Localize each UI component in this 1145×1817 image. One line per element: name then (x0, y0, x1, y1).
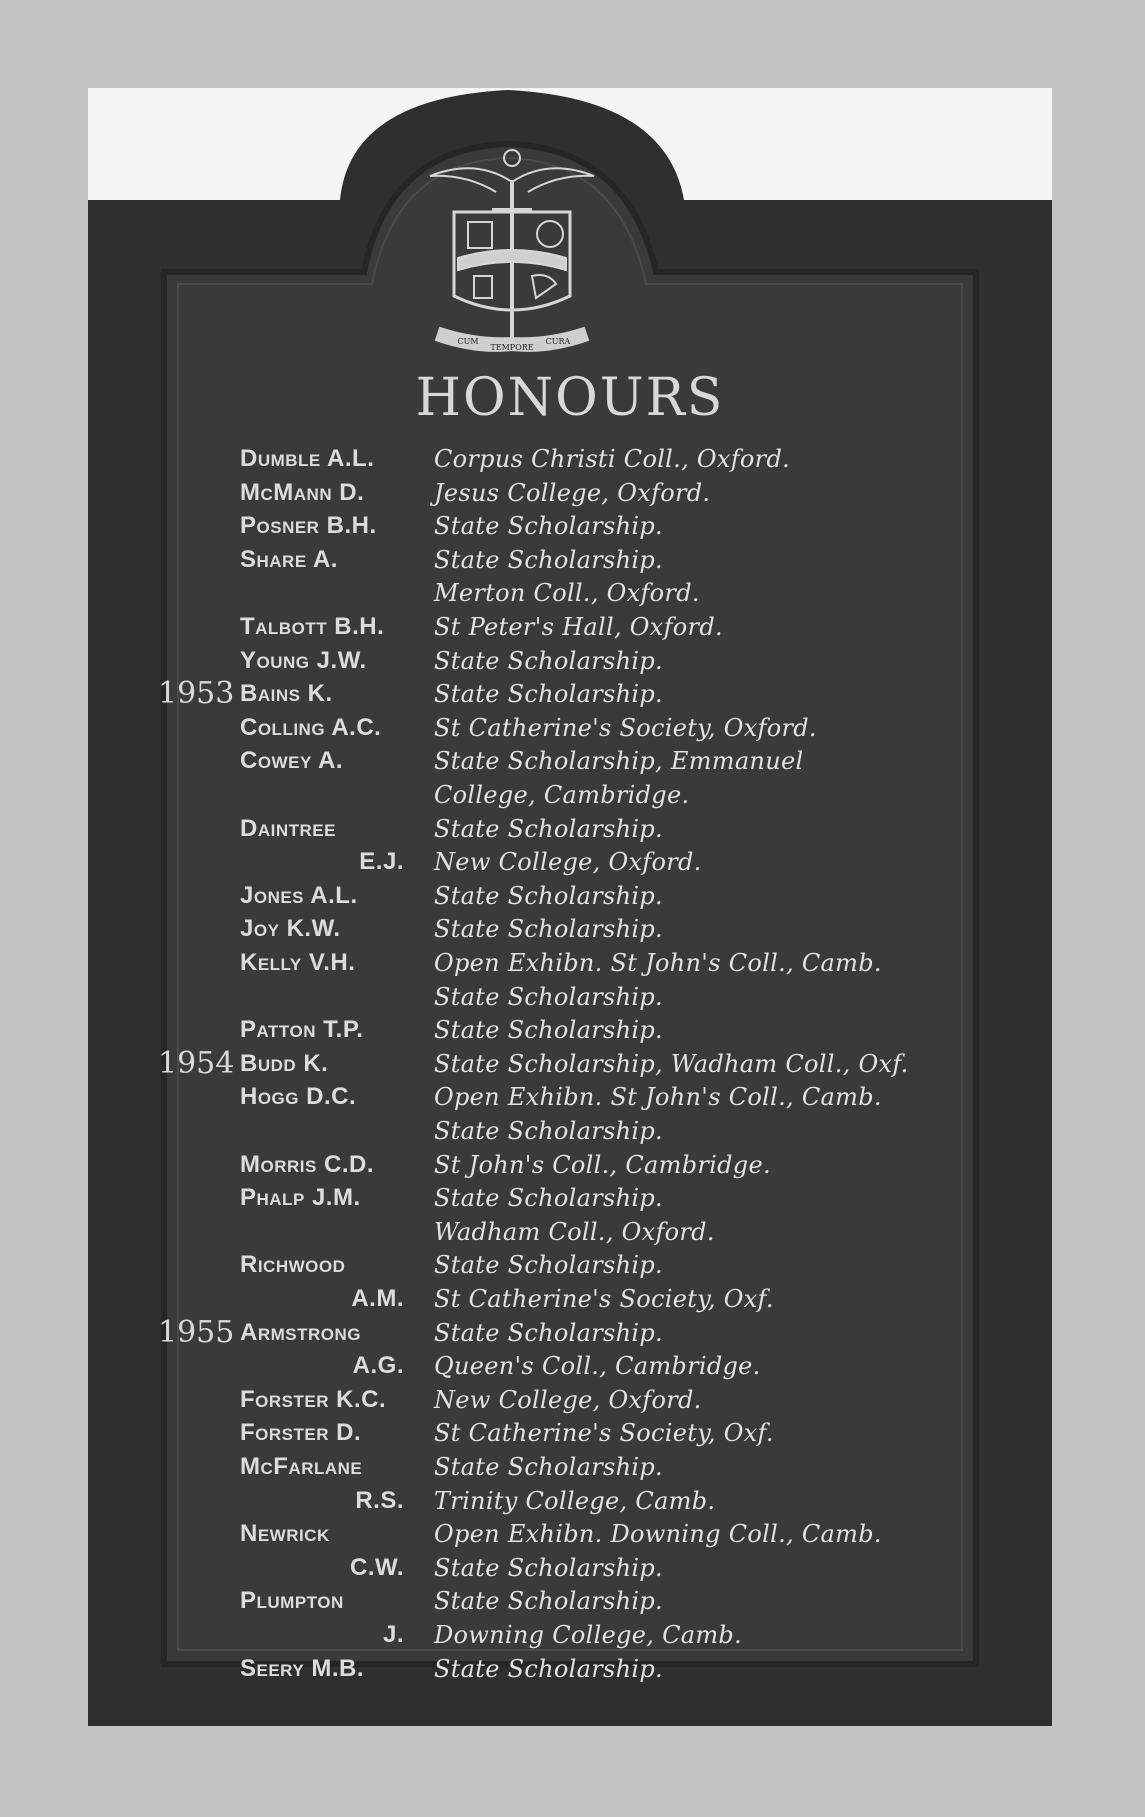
honour-name: Posner B.H. (240, 512, 377, 539)
honour-award: State Scholarship. (434, 1655, 663, 1683)
crest-motto-centre: TEMPORE (490, 343, 534, 352)
honour-award: State Scholarship. (434, 647, 663, 675)
honour-award: State Scholarship. (434, 1453, 663, 1481)
honour-row (88, 612, 1052, 642)
honour-name: A.G. (352, 1352, 404, 1379)
honour-name: Patton T.P. (240, 1016, 364, 1043)
honour-award: State Scholarship. (434, 815, 663, 843)
honour-row (88, 478, 1052, 508)
honour-award: Trinity College, Camb. (434, 1487, 716, 1515)
honour-award: State Scholarship. (434, 1117, 663, 1145)
honour-award: State Scholarship. (434, 546, 663, 574)
honour-row (88, 914, 1052, 944)
honour-row (88, 1082, 1052, 1112)
honour-row (88, 814, 1052, 844)
honour-row (88, 847, 1052, 877)
honour-name: McFarlane (240, 1453, 363, 1480)
honour-row (88, 545, 1052, 575)
honour-award: State Scholarship. (434, 1016, 663, 1044)
honour-name: A.M. (351, 1285, 404, 1312)
honour-name: Armstrong (240, 1319, 361, 1346)
honour-name: Cowey A. (240, 747, 344, 774)
honour-award: State Scholarship. (434, 882, 663, 910)
honour-row (88, 1620, 1052, 1650)
honour-year: 1953 (158, 676, 235, 711)
honour-award: St Peter's Hall, Oxford. (434, 613, 723, 641)
honour-award: State Scholarship, Wadham Coll., Oxf. (434, 1050, 909, 1078)
honour-award: St Catherine's Society, Oxf. (434, 1419, 774, 1447)
crest-motto-right: CURA (545, 337, 571, 346)
honour-row (88, 1385, 1052, 1415)
honour-name: Morris C.D. (240, 1151, 374, 1178)
honour-award: Merton Coll., Oxford. (434, 579, 700, 607)
honour-name: Dumble A.L. (240, 445, 375, 472)
honour-name: Colling A.C. (240, 714, 382, 741)
honour-name: R.S. (355, 1487, 404, 1514)
honour-name: Forster D. (240, 1419, 362, 1446)
honour-row (88, 1150, 1052, 1180)
honour-row (88, 1654, 1052, 1684)
honour-row (88, 1284, 1052, 1314)
honour-award: State Scholarship. (434, 1184, 663, 1212)
honour-name: Forster K.C. (240, 1386, 387, 1413)
honour-name: Richwood (240, 1251, 346, 1278)
honour-row (88, 1452, 1052, 1482)
honour-row (88, 1351, 1052, 1381)
honour-award: St Catherine's Society, Oxf. (434, 1285, 774, 1313)
honour-name: Plumpton (240, 1587, 344, 1614)
honour-award: State Scholarship. (434, 512, 663, 540)
honour-award: State Scholarship. (434, 1319, 663, 1347)
honour-row (88, 1015, 1052, 1045)
honour-name: Hogg D.C. (240, 1083, 357, 1110)
honour-award: Corpus Christi Coll., Oxford. (434, 445, 791, 473)
honour-award: State Scholarship. (434, 1587, 663, 1615)
honour-award: State Scholarship. (434, 1251, 663, 1279)
honour-name: Young J.W. (240, 647, 367, 674)
honour-award: State Scholarship. (434, 1554, 663, 1582)
honour-name: McMann D. (240, 479, 365, 506)
honour-row (88, 1553, 1052, 1583)
honour-row (88, 982, 1052, 1012)
crest-motto-left: CUM (457, 337, 479, 346)
honour-row (88, 646, 1052, 676)
honour-name: Talbott B.H. (240, 613, 385, 640)
honour-row (88, 1116, 1052, 1146)
honour-name: Phalp J.M. (240, 1184, 361, 1211)
honour-award: State Scholarship. (434, 983, 663, 1011)
board-title: HONOURS (415, 368, 725, 428)
honour-row (88, 1418, 1052, 1448)
honour-row (88, 1217, 1052, 1247)
honour-name: Bains K. (240, 680, 333, 707)
honour-row (88, 881, 1052, 911)
honour-row (88, 676, 1052, 711)
honour-row (88, 1250, 1052, 1280)
honour-row (88, 1486, 1052, 1516)
honour-name: J. (382, 1621, 404, 1648)
honour-award: New College, Oxford. (434, 1386, 702, 1414)
honour-name: Budd K. (240, 1050, 329, 1077)
honour-award: New College, Oxford. (434, 848, 702, 876)
honour-award: State Scholarship. (434, 680, 663, 708)
honour-award: State Scholarship. (434, 915, 663, 943)
honours-list (88, 444, 1052, 1704)
honour-row (88, 1046, 1052, 1081)
honour-name: Newrick (240, 1520, 330, 1547)
honour-name: C.W. (350, 1554, 404, 1581)
honours-board-photo (88, 88, 1052, 1726)
honour-award: Wadham Coll., Oxford. (434, 1218, 715, 1246)
honour-award: Jesus College, Oxford. (434, 479, 711, 507)
honour-award: Open Exhibn. St John's Coll., Camb. (434, 949, 882, 977)
honour-row (88, 1183, 1052, 1213)
honour-row (88, 511, 1052, 541)
honour-row (88, 1315, 1052, 1350)
honour-year: 1954 (158, 1046, 235, 1081)
honour-name: Daintree (240, 815, 336, 842)
honour-award: Open Exhibn. Downing Coll., Camb. (434, 1520, 882, 1548)
honour-year: 1955 (158, 1315, 235, 1350)
honour-row (88, 780, 1052, 810)
honour-row (88, 713, 1052, 743)
honour-row (88, 1586, 1052, 1616)
honour-award: St John's Coll., Cambridge. (434, 1151, 771, 1179)
honour-name: Share A. (240, 546, 338, 573)
honour-name: Joy K.W. (240, 915, 341, 942)
honour-award: Queen's Coll., Cambridge. (434, 1352, 761, 1380)
honour-award: Open Exhibn. St John's Coll., Camb. (434, 1083, 882, 1111)
honour-row (88, 948, 1052, 978)
honour-award: Downing College, Camb. (434, 1621, 743, 1649)
honour-row (88, 1519, 1052, 1549)
honour-award: College, Cambridge. (434, 781, 690, 809)
honour-name: Seery M.B. (240, 1655, 364, 1682)
honour-name: Jones A.L. (240, 882, 358, 909)
honour-award: St Catherine's Society, Oxford. (434, 714, 817, 742)
honour-name: E.J. (359, 848, 404, 875)
honour-award: State Scholarship, Emmanuel (434, 747, 804, 775)
honour-row (88, 578, 1052, 608)
honour-row (88, 746, 1052, 776)
honour-name: Kelly V.H. (240, 949, 356, 976)
honour-row (88, 444, 1052, 474)
